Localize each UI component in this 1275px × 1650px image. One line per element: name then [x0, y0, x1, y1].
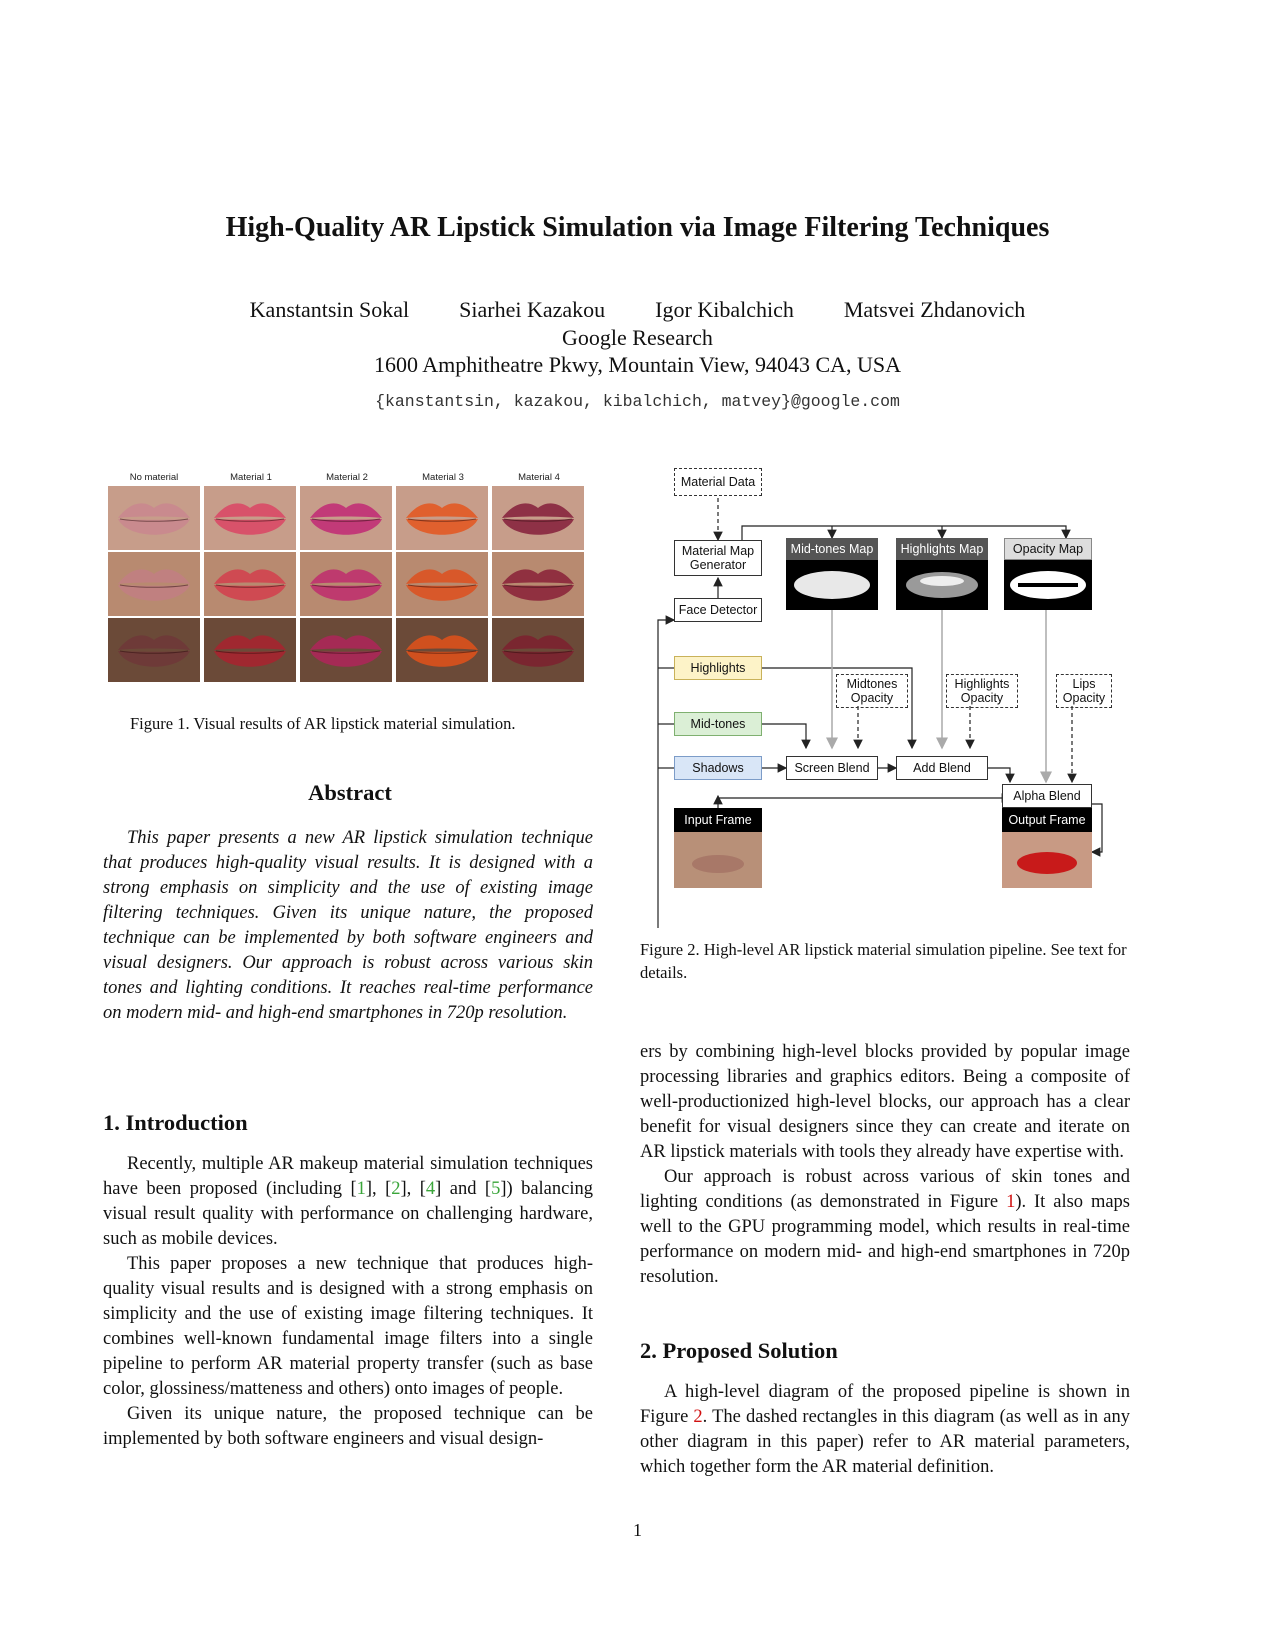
figure-2-diagram: [640, 468, 1130, 928]
input-frame-node: Input Frame: [674, 808, 762, 832]
lip-sample-image: [108, 486, 200, 550]
intro-heading: 1. Introduction: [103, 1110, 248, 1135]
add-blend-node: Add Blend: [896, 756, 988, 780]
lip-sample-image: [204, 618, 296, 682]
highlights-node: Highlights: [674, 656, 762, 680]
lip-sample-image: [492, 618, 584, 682]
intro-paragraph-3: Given its unique nature, the proposed technique can be implemented by both software engineers and visual design-: [103, 1404, 593, 1449]
figure-1-caption: Figure 1. Visual results of AR lipstick material simulation.: [130, 714, 516, 733]
abstract-text: This paper presents a new AR lipstick simulation technique that produces high-quality visual results. It is designed with a strong emphasis on simplicity and the use of existing image filtering techniques. Given its unique nature, the proposed technique can be implemented by both software engineers and visual designers. Our approach is robust across various skin tones and lighting conditions. It reaches real-time performance on modern mid- and high-end smartphones in 720p resolution.: [103, 828, 593, 1023]
lip-sample-image: [492, 486, 584, 550]
shadows-node: Shadows: [674, 756, 762, 780]
right-paragraph-2: Our approach is robust across various of skin tones and lighting conditions (as demonstrated in Figure 1). It also maps well to the GPU programming model, which results in real-time performance on modern mid- and high-end smartphones in 720p resolution.: [640, 1167, 1130, 1287]
paper-title: High-Quality AR Lipstick Simulation via Image Filtering Techniques: [225, 212, 1050, 243]
proposed-solution-heading: 2. Proposed Solution: [640, 1338, 838, 1363]
screen-blend-node: Screen Blend: [786, 756, 878, 780]
lip-sample-image: [108, 552, 200, 616]
abstract-heading: Abstract: [308, 780, 392, 805]
face-detector-node: Face Detector: [674, 598, 762, 622]
lip-sample-image: [108, 618, 200, 682]
figure-ref-link[interactable]: 2: [693, 1407, 703, 1427]
author: Matsvei Zhdanovich: [843, 297, 1026, 322]
lip-sample-image: [300, 552, 392, 616]
lip-sample-image: [492, 552, 584, 616]
author: Kanstantsin Sokal: [249, 297, 410, 322]
intro-paragraph-1: Recently, multiple AR makeup material simulation techniques have been proposed (including [1], [2], [4] and [5]) balancing visual result quality with performance on challenging hardware, such as mobile devices.: [103, 1154, 593, 1249]
figure-1-column-label: No material: [129, 472, 179, 483]
material-data-node: Material Data: [674, 468, 762, 496]
author-list: [0, 297, 1275, 323]
midtones-map-node: Mid-tones Map: [786, 538, 878, 560]
author: Igor Kibalchich: [655, 297, 794, 322]
right-paragraph-3: A high-level diagram of the proposed pipeline is shown in Figure 2. The dashed rectangles in this diagram (as well as in any other diagram in this paper) refer to AR material parameters, which together form the AR material definition.: [640, 1382, 1130, 1477]
lip-sample-image: [204, 552, 296, 616]
midtones-opacity-param: Midtones Opacity: [836, 674, 908, 708]
midtones-node: Mid-tones: [674, 712, 762, 736]
citation-link[interactable]: 5: [491, 1179, 501, 1199]
highlights-map-node: Highlights Map: [896, 538, 988, 560]
figure-ref-link[interactable]: 1: [1006, 1192, 1016, 1212]
citation-link[interactable]: 1: [356, 1179, 366, 1199]
affiliation: Google Research: [562, 325, 713, 350]
author: Siarhei Kazakou: [459, 297, 606, 322]
figure-1-column-label: Material 3: [422, 472, 464, 483]
email: {kanstantsin, kazakou, kibalchich, matvey}@google.com: [375, 392, 900, 411]
figure-1-column-label: Material 2: [326, 472, 368, 483]
lip-sample-image: [396, 486, 488, 550]
figure-1-column-label: Material 4: [518, 472, 560, 483]
right-paragraph-1: ers by combining high-level blocks provided by popular image processing libraries and graphics editors. Being a composite of well-productionized high-level blocks, our approach has a clear benefit for visual designers since they can create and iterate on AR lipstick materials with tools they already have expertise with.: [640, 1042, 1130, 1162]
lip-sample-image: [300, 486, 392, 550]
lips-opacity-param: Lips Opacity: [1056, 674, 1112, 708]
output-frame-node: Output Frame: [1002, 808, 1092, 832]
opacity-map-node: Opacity Map: [1004, 538, 1092, 560]
citation-link[interactable]: 2: [391, 1179, 401, 1199]
lip-sample-image: [396, 618, 488, 682]
figure-1-column-label: Material 1: [230, 472, 272, 483]
alpha-blend-node: Alpha Blend: [1002, 784, 1092, 808]
lip-sample-image: [204, 486, 296, 550]
highlights-opacity-param: Highlights Opacity: [946, 674, 1018, 708]
lip-sample-image: [396, 552, 488, 616]
lip-sample-image: [300, 618, 392, 682]
material-map-generator-node: Material Map Generator: [674, 540, 762, 576]
figure-2-caption: Figure 2. High-level AR lipstick material simulation pipeline. See text for details.: [640, 940, 1127, 982]
page-number: 1: [633, 1520, 642, 1540]
citation-link[interactable]: 4: [425, 1179, 436, 1199]
intro-paragraph-2: This paper proposes a new technique that produces high-quality visual results and is designed with a strong emphasis on simplicity and the use of existing image filtering techniques. It combines well-known fundamental image filters into a single pipeline to perform AR material property transfer (such as base color, glossiness/matteness and others) onto images of people.: [103, 1254, 593, 1399]
address: 1600 Amphitheatre Pkwy, Mountain View, 94043 CA, USA: [373, 352, 902, 377]
figure-1: [108, 472, 590, 684]
